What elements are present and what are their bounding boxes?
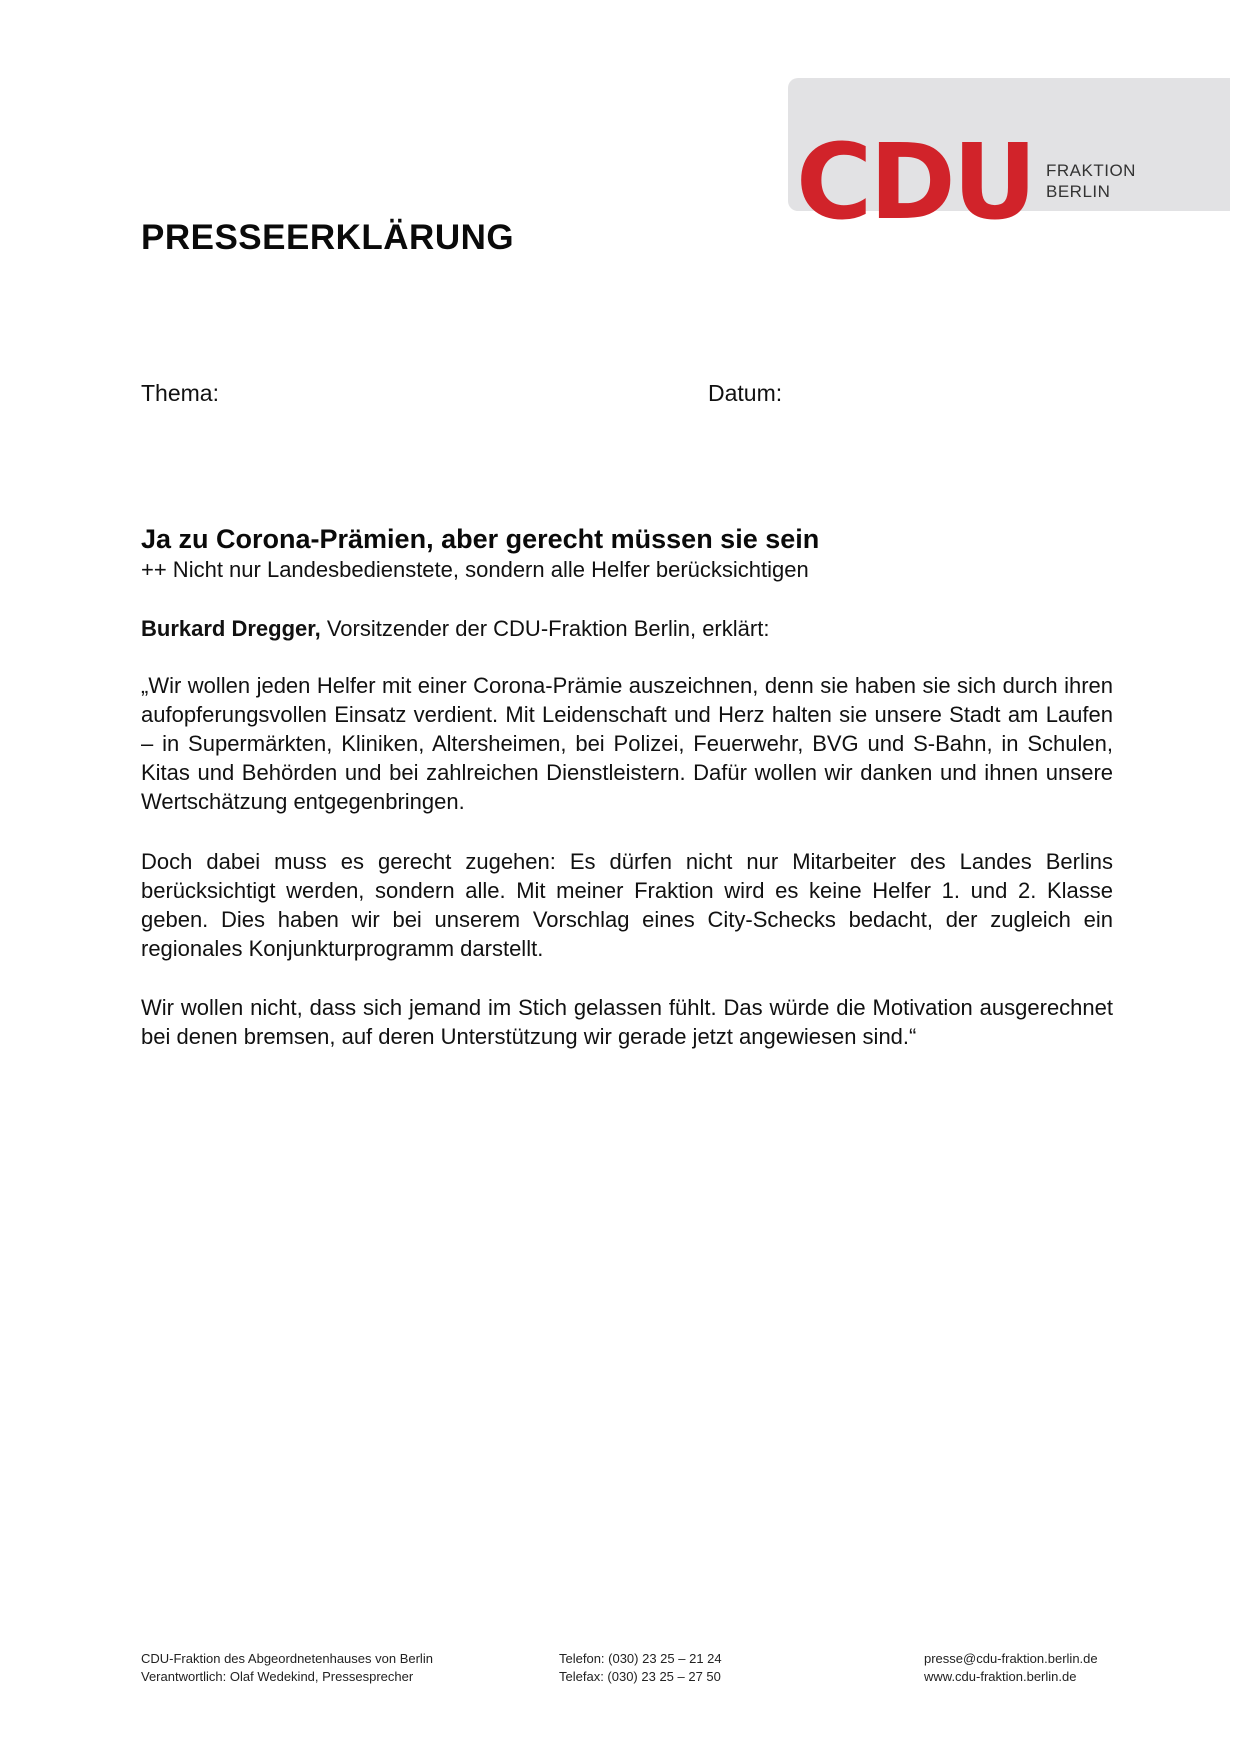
logo-subtitle-line2: BERLIN bbox=[1046, 182, 1111, 201]
paragraph-3: Wir wollen nicht, dass sich jemand im Stich gelassen fühlt. Das würde die Motivation ausgerechnet bei denen bremsen, auf deren Unterstützung wir gerade jetzt angewiesen sind.“ bbox=[141, 995, 1113, 1049]
footer-fax: Telefax: (030) 23 25 – 27 50 bbox=[559, 1669, 721, 1684]
footer-email[interactable]: presse@cdu-fraktion.berlin.de bbox=[924, 1651, 1098, 1666]
thema-label: Thema: bbox=[141, 380, 219, 406]
logo-subtitle-line1: FRAKTION bbox=[1046, 161, 1136, 180]
article-subline: ++ Nicht nur Landesbedienstete, sondern alle Helfer berücksichtigen bbox=[141, 557, 809, 582]
datum-label: Datum: bbox=[708, 380, 783, 406]
logo-wordmark: CDU bbox=[796, 121, 1035, 243]
article-headline: Ja zu Corona-Prämien, aber gerecht müssen sie sein bbox=[141, 524, 820, 554]
speaker-line bbox=[141, 614, 1113, 643]
speaker-name: Burkard Dregger, bbox=[141, 616, 321, 641]
paragraph-2: Doch dabei muss es gerecht zugehen: Es dürfen nicht nur Mitarbeiter des Landes Berlins berücksichtigt werden, sondern alle. Mit meiner Fraktion wird es keine Helfer 1. und 2. Klasse geben. Dies haben wir bei unserem Vorschlag eines City-Schecks bedacht, der zugleich ein regionales Konjunkturprogramm darstellt. bbox=[141, 849, 1113, 961]
footer-phone: Telefon: (030) 23 25 – 21 24 bbox=[559, 1651, 722, 1666]
footer-web[interactable]: www.cdu-fraktion.berlin.de bbox=[924, 1669, 1077, 1684]
footer-address bbox=[141, 1650, 433, 1686]
paragraph-1: „Wir wollen jeden Helfer mit einer Corona-Prämie auszeichnen, denn sie haben sie sich durch ihren aufopferungsvollen Einsatz verdient. Mit Leidenschaft und Herz halten sie unsere Stadt am Laufen – in Supermärkten, Kliniken, Altersheimen, bei Polizei, Feuerwehr, BVG und S-Bahn, in Schulen, Kitas und Behörden und bei zahlreichen Dienstleistern. Dafür wollen wir danken und ihnen unsere Wertschätzung entgegenbringen. bbox=[141, 673, 1113, 814]
footer-contact bbox=[559, 1650, 722, 1686]
document-title: PRESSEERKLÄRUNG bbox=[141, 218, 515, 257]
logo-subtitle bbox=[1046, 160, 1136, 202]
footer-responsible: Verantwortlich: Olaf Wedekind, Pressesprecher bbox=[141, 1669, 414, 1684]
footer-online bbox=[924, 1650, 1098, 1686]
speaker-role: Vorsitzender der CDU-Fraktion Berlin, erklärt: bbox=[320, 616, 770, 641]
cdu-logo bbox=[788, 78, 1230, 243]
footer-org: CDU-Fraktion des Abgeordnetenhauses von Berlin bbox=[141, 1651, 433, 1666]
